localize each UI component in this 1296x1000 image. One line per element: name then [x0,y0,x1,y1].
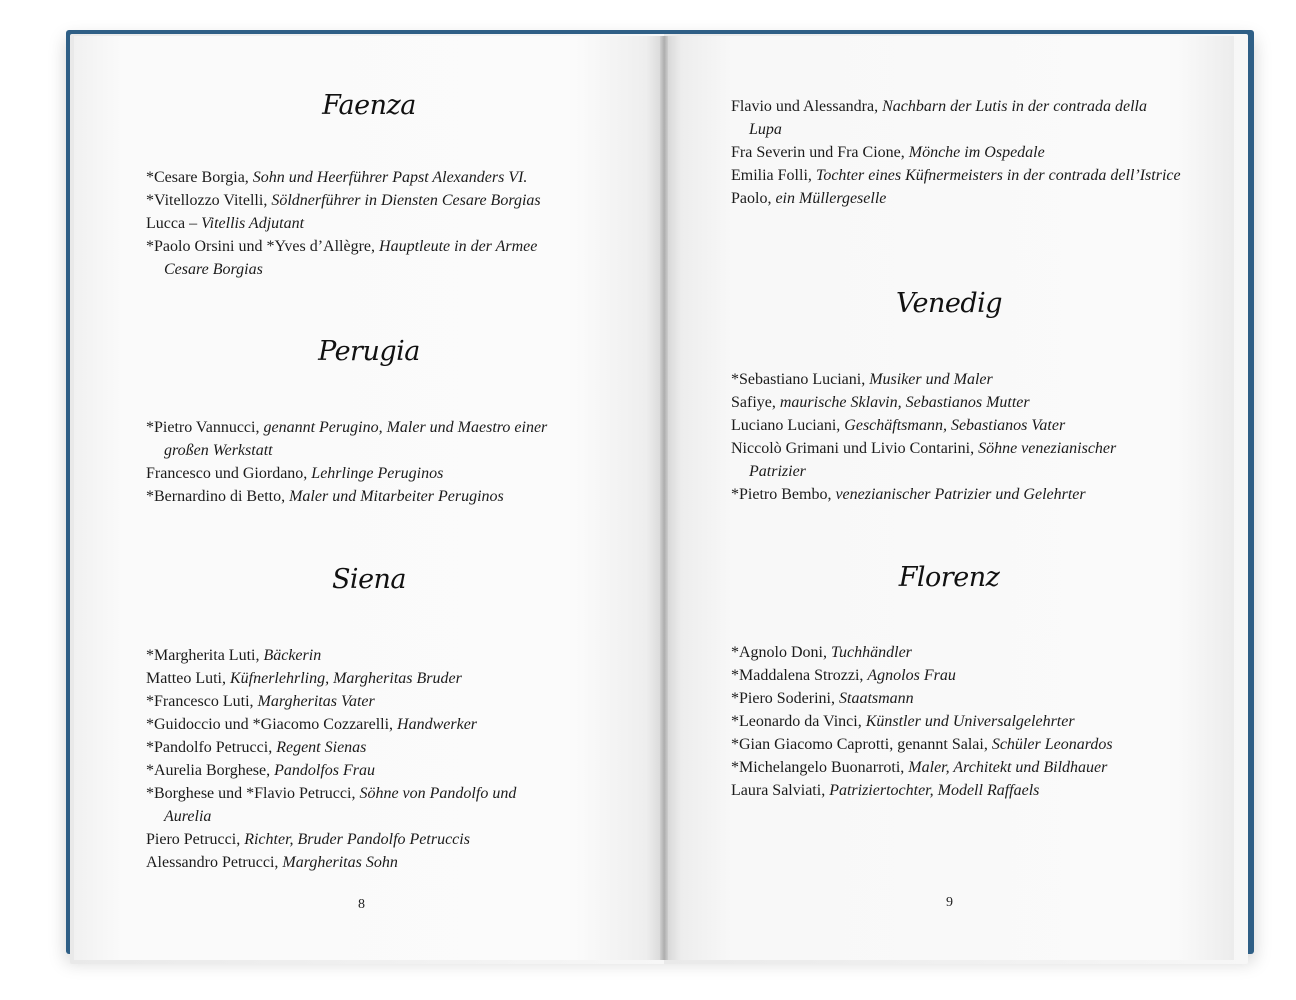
character-name: *Piero Soderini, [731,690,835,707]
character-name: *Paolo Orsini und *Yves d’Allègre, [146,238,376,255]
cast-entry [146,485,576,508]
cast-entry [731,141,1181,164]
cast-entry [146,713,556,736]
character-description: Handwerker [397,716,478,733]
cast-entry [146,166,576,189]
cast-entry [146,736,556,759]
character-description: Sohn und Heerführer Papst Alexanders VI. [252,169,528,186]
cast-entry [731,779,1181,802]
character-name: *Gian Giacomo Caprotti, genannt Salai, [731,736,988,753]
cast-list-siena-continued [731,95,1181,210]
left-page [74,36,664,960]
character-description: Schüler Leonardos [991,736,1113,753]
character-name: Piero Petrucci, [146,831,241,848]
character-description: Regent Sienas [276,739,367,756]
cast-entry [146,235,576,281]
character-description: Söldnerführer in Diensten Cesare Borgias [271,192,541,209]
cast-entry [731,164,1181,187]
character-description: Margheritas Vater [257,693,375,710]
character-name: *Vitellozzo Vitelli, [146,192,268,209]
cast-entry [731,414,1161,437]
character-description: Tuchhändler [831,644,912,661]
cast-entry [731,483,1161,506]
cast-entry [146,644,556,667]
cast-list-venedig [731,368,1161,506]
cast-entry [731,641,1181,664]
character-name: Paolo, [731,190,772,207]
character-description: Maler, Architekt und Bildhauer [908,759,1108,776]
character-description: Margheritas Sohn [282,854,398,871]
section-heading-faenza: Faenza [322,90,416,121]
section-heading-siena: Siena [331,564,407,595]
character-name: *Michelangelo Buonarroti, [731,759,905,776]
character-name: *Leonardo da Vinci, [731,713,862,730]
character-name: Luciano Luciani, [731,417,841,434]
cast-entry [731,368,1161,391]
character-description: Maler und Mitarbeiter Peruginos [289,488,504,505]
section-heading-florenz: Florenz [898,562,1000,593]
cast-entry [146,851,556,874]
character-name: Laura Salviati, [731,782,826,799]
character-name: *Aurelia Borghese, [146,762,271,779]
character-description: Richter, Bruder Pandolfo Petruccis [244,831,470,848]
character-description: Geschäftsmann, Sebastianos Vater [844,417,1066,434]
character-name: *Borghese und *Flavio Petrucci, [146,785,356,802]
character-description: Nachbarn der Lutis in der contrada della Lupa [749,98,1147,138]
character-name: *Bernardino di Betto, [146,488,286,505]
character-name: Matteo Luti, [146,670,226,687]
character-name: *Pandolfo Petrucci, [146,739,273,756]
section-heading-venedig: Venedig [895,288,1003,319]
cast-entry [146,667,556,690]
character-name: *Maddalena Strozzi, [731,667,864,684]
character-description: Staatsmann [839,690,914,707]
cast-entry [731,187,1181,210]
character-description: Pandolfos Frau [274,762,376,779]
cast-entry [731,95,1181,141]
cast-entry [731,756,1181,779]
book-gutter [660,36,668,960]
character-name: Safiye, [731,394,776,411]
cast-entry [146,759,556,782]
cast-entry [146,690,556,713]
cast-entry [731,687,1181,710]
page-number-left: 8 [358,897,365,912]
character-name: *Sebastiano Luciani, [731,371,866,388]
character-name: Lucca – [146,215,198,232]
character-name: *Francesco Luti, [146,693,254,710]
character-name: *Pietro Vannucci, [146,419,260,436]
cast-list-perugia [146,416,576,508]
character-name: Niccolò Grimani und Livio Contarini, [731,440,975,457]
character-description: Hauptleute in der Armee Cesare Borgias [164,238,538,278]
cast-entry [731,733,1181,756]
cast-entry [731,710,1181,733]
cast-list-siena [146,644,556,874]
character-description: Lehrlinge Peruginos [311,465,444,482]
character-description: Agnolos Frau [867,667,956,684]
character-description: Tochter eines Küfnermeisters in der contrada dell’Istrice [815,167,1181,184]
character-name: *Pietro Bembo, [731,486,832,503]
cast-entry [146,782,556,828]
character-description: Vitellis Adjutant [201,215,305,232]
character-name: Alessandro Petrucci, [146,854,279,871]
character-description: Söhne von Pandolfo und Aurelia [164,785,517,825]
character-description: Musiker und Maler [869,371,993,388]
character-name: *Margherita Luti, [146,647,260,664]
character-description: ein Müllergeselle [775,190,887,207]
character-name: Fra Severin und Fra Cione, [731,144,905,161]
cast-entry [146,462,576,485]
cast-entry [146,189,576,212]
cast-entry [731,391,1161,414]
section-heading-perugia: Perugia [318,336,420,367]
page-number-right: 9 [946,895,953,910]
character-name: Emilia Folli, [731,167,812,184]
right-page [664,36,1234,960]
cast-entry [731,437,1161,483]
character-description: maurische Sklavin, Sebastianos Mutter [779,394,1030,411]
character-name: *Agnolo Doni, [731,644,827,661]
cast-entry [146,828,556,851]
character-name: Francesco und Giordano, [146,465,308,482]
character-name: *Guidoccio und *Giacomo Cozzarelli, [146,716,394,733]
cast-entry [146,416,576,462]
character-description: Künstler und Universalgelehrter [865,713,1075,730]
character-description: genannt Perugino, Maler und Maestro einer großen Werkstatt [164,419,548,459]
character-description: Patriziertochter, Modell Raffaels [829,782,1040,799]
character-name: Flavio und Alessandra, [731,98,879,115]
character-description: venezianischer Patrizier und Gelehrter [835,486,1086,503]
character-description: Söhne venezianischer Patrizier [749,440,1117,480]
cast-list-florenz [731,641,1181,802]
cast-entry [146,212,576,235]
cast-list-faenza [146,166,576,281]
character-description: Bäckerin [263,647,322,664]
character-name: *Cesare Borgia, [146,169,249,186]
cast-entry [731,664,1181,687]
character-description: Mönche im Ospedale [908,144,1045,161]
character-description: Küfnerlehrling, Margheritas Bruder [229,670,462,687]
